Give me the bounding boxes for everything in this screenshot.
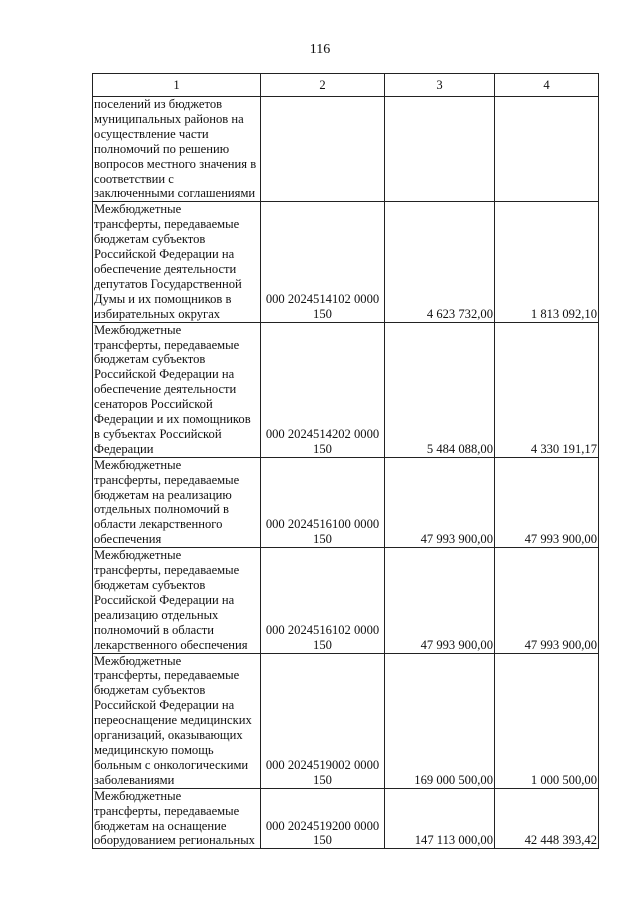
row-name: поселений из бюджетов муниципальных районов на осуществление части полномочий по решению вопросов местного значения в соответствии с заключенными соглашениями xyxy=(93,97,261,202)
row-value-4: 47 993 900,00 xyxy=(495,548,599,653)
row-value-3: 147 113 000,00 xyxy=(385,788,495,849)
row-value-3: 47 993 900,00 xyxy=(385,548,495,653)
row-code: 000 2024516100 0000 150 xyxy=(261,457,385,547)
row-value-4: 1 813 092,10 xyxy=(495,202,599,322)
column-header: 3 xyxy=(385,74,495,97)
table-row xyxy=(93,653,599,788)
column-header: 2 xyxy=(261,74,385,97)
row-value-4: 42 448 393,42 xyxy=(495,788,599,849)
budget-table xyxy=(92,73,599,849)
row-value-3 xyxy=(385,97,495,202)
table-row xyxy=(93,548,599,653)
row-code: 000 2024519200 0000 150 xyxy=(261,788,385,849)
row-value-4: 47 993 900,00 xyxy=(495,457,599,547)
row-code: 000 2024519002 0000 150 xyxy=(261,653,385,788)
row-code: 000 2024514202 0000 150 xyxy=(261,322,385,457)
row-name: Межбюджетные трансферты, передаваемые бюджетам субъектов Российской Федерации на обеспечение деятельности сенаторов Российской Федерации и их помощников в субъектах Российской Федерации xyxy=(93,322,261,457)
column-header: 4 xyxy=(495,74,599,97)
row-value-4: 1 000 500,00 xyxy=(495,653,599,788)
row-name: Межбюджетные трансферты, передаваемые бюджетам субъектов Российской Федерации на обеспечение деятельности депутатов Государственной Думы и их помощников в избирательных округах xyxy=(93,202,261,322)
table-row xyxy=(93,322,599,457)
page-number: 116 xyxy=(309,42,331,57)
column-header: 1 xyxy=(93,74,261,97)
table-row xyxy=(93,788,599,849)
row-value-3: 47 993 900,00 xyxy=(385,457,495,547)
table-row xyxy=(93,457,599,547)
row-code: 000 2024514102 0000 150 xyxy=(261,202,385,322)
row-value-3: 4 623 732,00 xyxy=(385,202,495,322)
row-name: Межбюджетные трансферты, передаваемые бюджетам субъектов Российской Федерации на реализацию отдельных полномочий в области лекарственного обеспечения xyxy=(93,548,261,653)
row-code xyxy=(261,97,385,202)
row-code: 000 2024516102 0000 150 xyxy=(261,548,385,653)
row-value-3: 5 484 088,00 xyxy=(385,322,495,457)
row-value-4 xyxy=(495,97,599,202)
row-value-4: 4 330 191,17 xyxy=(495,322,599,457)
table-row xyxy=(93,97,599,202)
row-value-3: 169 000 500,00 xyxy=(385,653,495,788)
row-name: Межбюджетные трансферты, передаваемые бюджетам на реализацию отдельных полномочий в области лекарственного обеспечения xyxy=(93,457,261,547)
table-row xyxy=(93,202,599,322)
row-name: Межбюджетные трансферты, передаваемые бюджетам на оснащение оборудованием региональных xyxy=(93,788,261,849)
row-name: Межбюджетные трансферты, передаваемые бюджетам субъектов Российской Федерации на переоснащение медицинских организаций, оказывающих медицинскую помощь больным с онкологическими заболеваниями xyxy=(93,653,261,788)
table-header-row xyxy=(93,74,599,97)
